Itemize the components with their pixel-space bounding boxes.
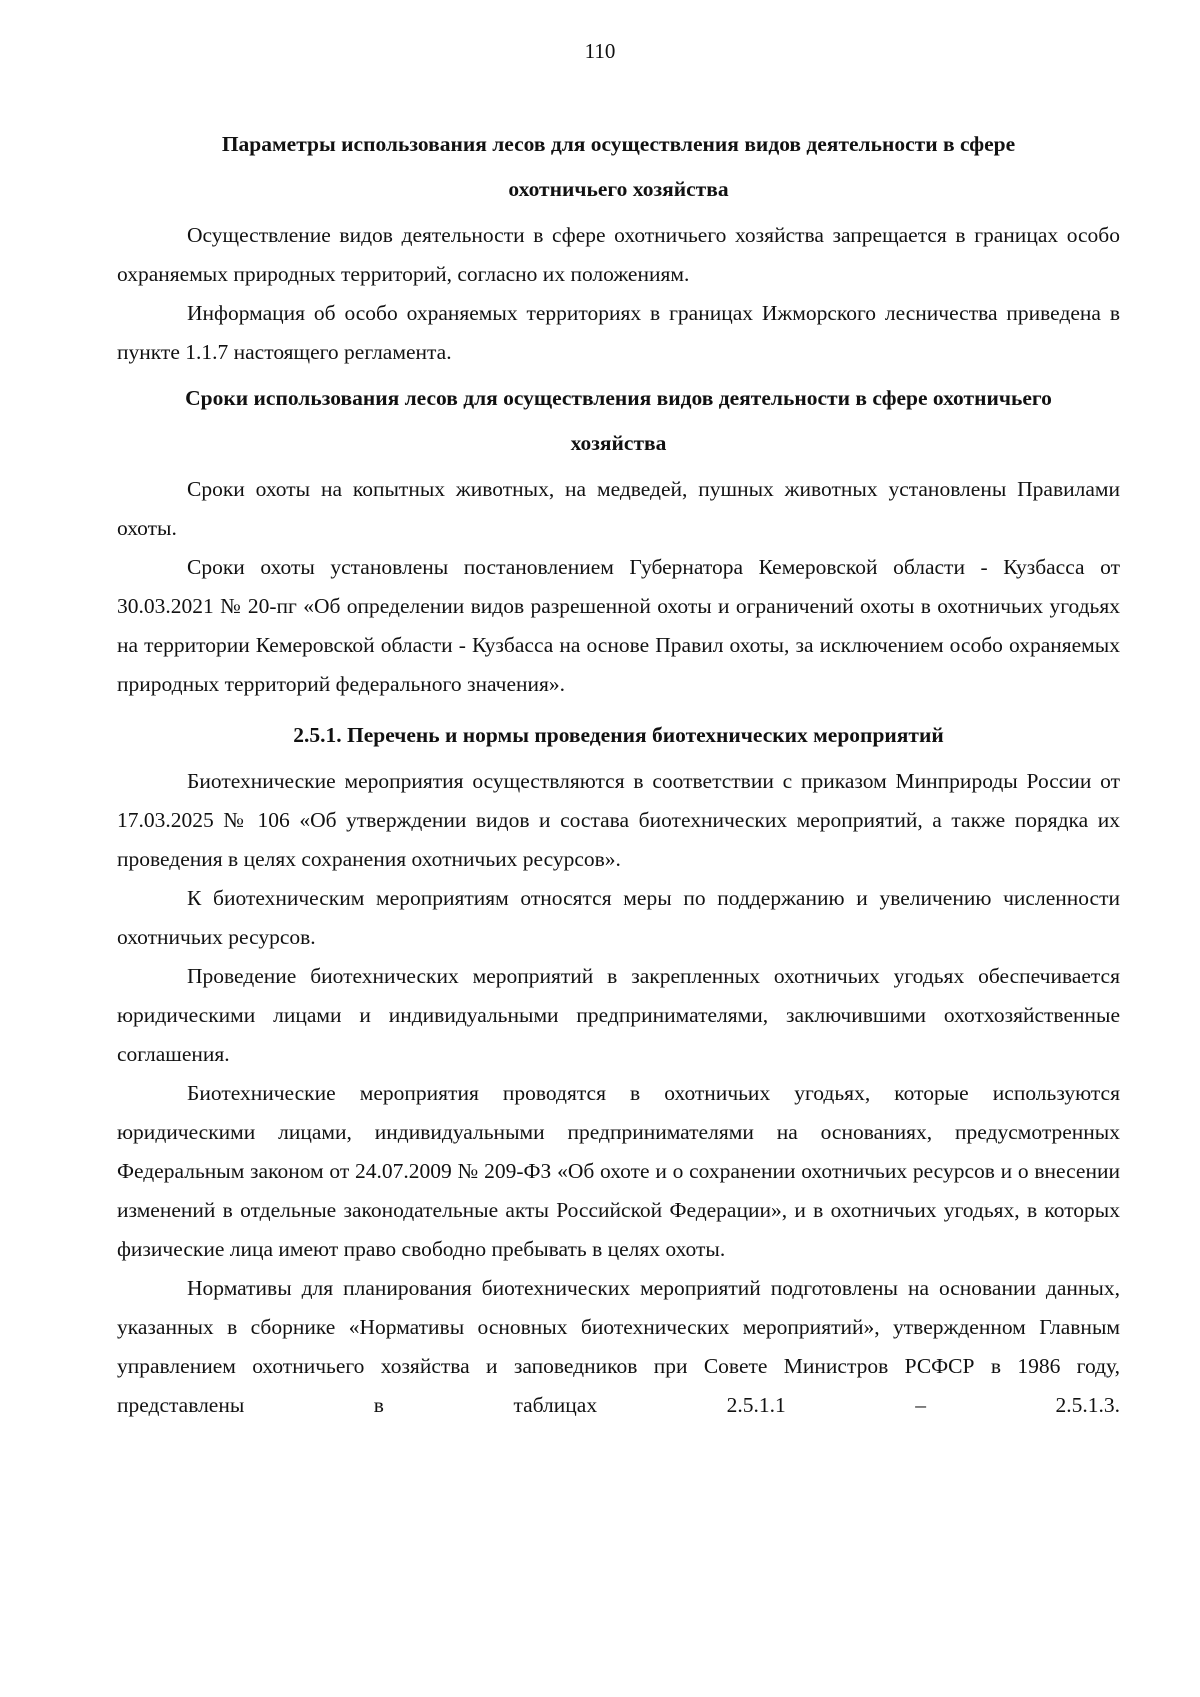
paragraph: Сроки охоты на копытных животных, на медведей, пушных животных установлены Правилами охоты. [117,477,1120,540]
page-number: 110 [584,39,616,63]
page-content [117,122,1120,1425]
paragraph: Биотехнические мероприятия осуществляются в соответствии с приказом Минприроды России от 17.03.2025 № 106 «Об утверждении видов и состава биотехнических мероприятий, а также порядка их проведения в целях сохранения охотничьих ресурсов». [117,769,1120,871]
paragraph: К биотехническим мероприятиям относятся меры по поддержанию и увеличению численности охотничьих ресурсов. [117,886,1120,949]
section-heading-hunting-periods: Сроки использования лесов для осуществления видов деятельности в сфере охотничьего хозяйства [185,386,1052,455]
paragraph: Нормативы для планирования биотехнических мероприятий подготовлены на основании данных, указанных в сборнике «Нормативы основных биотехнических мероприятий», утвержденном Главным управлением охотничьего хозяйства и заповедников при Совете Министров РСФСР в 1986 году, представлены в таблицах 2.5.1.1 – 2.5.1.3. [117,1276,1120,1417]
paragraph: Биотехнические мероприятия проводятся в охотничьих угодьях, которые используются юридическими лицами, индивидуальными предпринимателями на основаниях, предусмотренных Федеральным законом от 24.07.2009 № 209-ФЗ «Об охоте и о сохранении охотничьих ресурсов и о внесении изменений в отдельные законодательные акты Российской Федерации», и в охотничьих угодьях, в которых физические лица имеют право свободно пребывать в целях охоты. [117,1081,1120,1261]
paragraph: Информация об особо охраняемых территориях в границах Ижморского лесничества приведена в пункте 1.1.7 настоящего регламента. [117,301,1120,364]
section-heading-biotechnical-measures: 2.5.1. Перечень и нормы проведения биотехнических мероприятий [293,723,944,747]
paragraph: Осуществление видов деятельности в сфере охотничьего хозяйства запрещается в границах особо охраняемых природных территорий, согласно их положениям. [117,223,1120,286]
paragraph: Сроки охоты установлены постановлением Губернатора Кемеровской области - Кузбасса от 30.03.2021 № 20-пг «Об определении видов разрешенной охоты и ограничений охоты в охотничьих угодьях на территории Кемеровской области - Кузбасса на основе Правил охоты, за исключением особо охраняемых природных территорий федерального значения». [117,555,1120,696]
paragraph: Проведение биотехнических мероприятий в закрепленных охотничьих угодьях обеспечивается юридическими лицами и индивидуальными предпринимателями, заключившими охотхозяйственные соглашения. [117,964,1120,1066]
section-heading-hunting-parameters: Параметры использования лесов для осуществления видов деятельности в сфере охотничьего хозяйства [221,132,1016,201]
